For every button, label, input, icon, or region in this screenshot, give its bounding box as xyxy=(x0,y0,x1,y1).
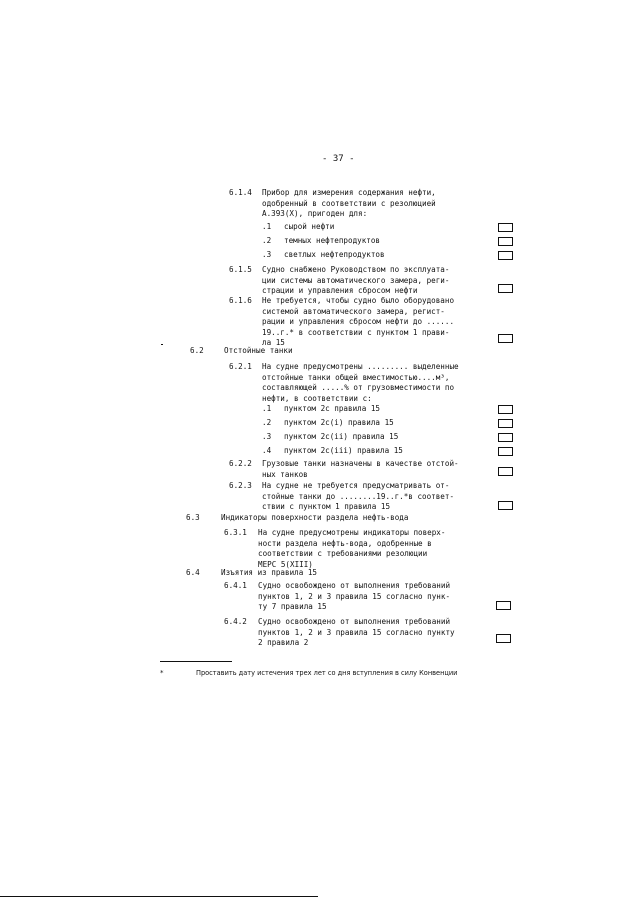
sub-item-text: сырой нефти xyxy=(284,222,335,231)
item-number: 6.4.2 xyxy=(224,617,247,626)
footnote-mark: * xyxy=(160,669,164,677)
item-number: 6.3.1 xyxy=(224,528,247,537)
section-number: 6.3 xyxy=(186,513,200,522)
sub-item-number: .1 xyxy=(262,404,272,413)
checkbox[interactable] xyxy=(496,601,511,610)
checkbox[interactable] xyxy=(498,405,513,414)
checkbox[interactable] xyxy=(498,251,513,260)
item-number: 6.1.5 xyxy=(229,265,252,274)
item-number: 6.1.4 xyxy=(229,188,252,197)
item-number: 6.1.6 xyxy=(229,296,252,305)
checkbox[interactable] xyxy=(498,433,513,442)
item-number: 6.4.1 xyxy=(224,581,247,590)
checkbox[interactable] xyxy=(498,237,513,246)
sub-item-number: .3 xyxy=(262,250,272,259)
bottom-rule xyxy=(0,896,318,897)
checkbox[interactable] xyxy=(498,223,513,232)
sub-item-number: .2 xyxy=(262,236,272,245)
section-title: Изъятия из правила 15 xyxy=(221,568,318,577)
checkbox[interactable] xyxy=(496,634,511,643)
item-number: 6.2.1 xyxy=(229,362,252,371)
item-text: Судно освобождено от выполнения требований пунктов 1, 2 и 3 правила 15 согласно пунк- ту 7 правила 15 xyxy=(258,581,451,612)
item-text: На судне предусмотрены индикаторы поверх- ности раздела нефть-вода, одобренные в соответствии с требованиями резолюции МЕРС 5(XIII) xyxy=(258,528,446,569)
scan-mark xyxy=(161,344,163,345)
item-text: Судно снабжено Руководством по эксплуата- ции системы автоматического замера, реги- страции и управления сбросом нефти xyxy=(262,265,450,296)
item-text: На судне предусмотрены ......... выделенные отстойные танки общей вместимостью....м³, составляющей .....% от грузовместимости по нефти, в соответствии с: xyxy=(262,362,459,403)
footnote-rule xyxy=(160,661,232,662)
sub-item-number: .2 xyxy=(262,418,272,427)
sub-item-text: пунктом 2с(ii) правила 15 xyxy=(284,432,399,441)
sub-item-number: .4 xyxy=(262,446,272,455)
checkbox[interactable] xyxy=(498,419,513,428)
checkbox[interactable] xyxy=(498,467,513,476)
section-number: 6.4 xyxy=(186,568,200,577)
item-number: 6.2.3 xyxy=(229,481,252,490)
item-number: 6.2.2 xyxy=(229,459,252,468)
item-text: На судне не требуется предусматривать от- стойные танки до ........19..г.*в соответ- ствии с пунктом 1 правила 15 xyxy=(262,481,455,512)
sub-item-text: пунктом 2с(iii) правила 15 xyxy=(284,446,403,455)
item-text: Прибор для измерения содержания нефти, одобренный в соответствии с резолюцией А.393(X), пригоден для: xyxy=(262,188,436,219)
item-text: Не требуется, чтобы судно было оборудовано системой автоматического замера, регист- рации и управления сбросом нефти до ...... 19..г.* в соответствии с пунктом 1 прави- ла 15 xyxy=(262,296,455,348)
sub-item-number: .1 xyxy=(262,222,272,231)
checkbox[interactable] xyxy=(498,501,513,510)
item-text: Судно освобождено от выполнения требований пунктов 1, 2 и 3 правила 15 согласно пункту 2 правила 2 xyxy=(258,617,455,648)
sub-item-text: темных нефтепродуктов xyxy=(284,236,381,245)
section-number: 6.2 xyxy=(190,346,204,355)
page-number: - 37 - xyxy=(322,154,355,164)
section-title: Индикаторы поверхности раздела нефть-вода xyxy=(221,513,409,522)
item-text: Грузовые танки назначены в качестве отстой- ных танков xyxy=(262,459,459,479)
checkbox[interactable] xyxy=(498,284,513,293)
section-title: Отстойные танки xyxy=(224,346,293,355)
sub-item-text: пунктом 2с правила 15 xyxy=(284,404,381,413)
sub-item-text: светлых нефтепродуктов xyxy=(284,250,385,259)
checkbox[interactable] xyxy=(498,334,513,343)
footnote-text: Проставить дату истечения трех лет со дня вступления в силу Конвенции xyxy=(196,669,458,677)
sub-item-text: пунктом 2с(i) правила 15 xyxy=(284,418,394,427)
checkbox[interactable] xyxy=(498,447,513,456)
sub-item-number: .3 xyxy=(262,432,272,441)
